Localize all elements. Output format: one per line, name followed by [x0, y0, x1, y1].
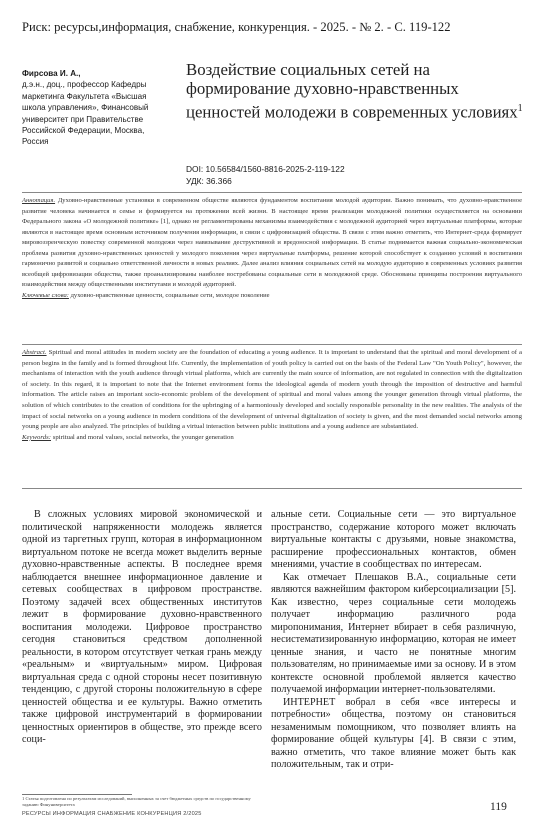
body-paragraph: В сложных условиях мировой экономической и политической напряженности молодежь является одной из таргетных групп, которая в информационном виртуальном потоке не всегда может выделить верные духовно-нравственные аспекты. В последнее время наблюдается внешнее информационное давление и сетевых сообществах в цифровом пространстве. Поэтому задачей всех общественных институтов лежит в формирование духовно-нравственного воспитания молодежи. Цифровое пространство сегодня становиться средством дополненной реальности, в котором отсутствует четкая грань между «реальным» и «виртуальным» миром. Цифровая виртуальная среда с одной стороны несет позитивную тенденцию, с другой стороны положительную в сфере ценностей общества и ее культуры. Важно отметить также цифровой инструментарий в формировании ценностных ориентиров в обществе, это прежде всего соци- — [22, 509, 262, 745]
abstract-ru-text: Духовно-нравственные установки в современном обществе являются фундаментом воспитания молодой аудитории. Важно понимать, что духовно-нравственное развитие человека начинается в семье и формируется на протяжении всей жизни. В настоящее время реализация молодежной политики осуществляется на основании Федерального закона «О молодежной политике» [1], однако не регламентированы механизмы взаимодействия с молодежной аудиторией через виртуальные платформы, которые являются в настоящее время основным источником получения информации, в связи с цифровизацией общества. В связи с этим важно отметить, что Интернет-среда формирует мировоззренческую повестку современной молодежи через навязывание деструктивной и вредоносной информации. В статье поднимается важная социально-экономическая проблема развития духовно-нравственных ценностей у молодого поколения через виртуальные платформы, решение которой способствует к созданию условий в воспитании гармонично развитой и социально ответственной личности в новых реалиях. Далее анализ влияния социальных сетей на молодую аудиторию в современных условиях развития всеобщей цифровизации общества, также проанализированы наиболее востребованы социальные сети в молодежной среде. Обоснованы принципы построения виртуального взаимодействия между общественными институтами и молодой аудиторией. — [22, 197, 522, 289]
keywords-en: spiritual and moral values, social networks, the younger generation — [51, 433, 234, 441]
title-footnote-mark: 1 — [517, 102, 523, 114]
abstract-en-label: Abstract. — [22, 349, 47, 356]
body-column-right — [271, 509, 516, 772]
keywords-en-label: Keywords: — [22, 433, 51, 441]
journal-footer: РЕСУРСЫ ИНФОРМАЦИЯ СНАБЖЕНИЕ КОНКУРЕНЦИЯ 2/2025 — [22, 811, 202, 817]
page-number: 119 — [490, 801, 507, 813]
abstract-ru-label: Аннотация. — [22, 197, 56, 204]
udc: УДК: 36.366 — [186, 176, 232, 186]
doi: DOI: 10.56584/1560-8816-2025-2-119-122 — [186, 164, 345, 174]
journal-citation-header: Риск: ресурсы,информация, снабжение, конкуренция. - 2025. - № 2. - С. 119-122 — [22, 20, 451, 34]
abstract-en — [22, 348, 522, 443]
author-affiliation: д.э.н., доц., профессор Кафедры маркетинга Факультета «Высшая школа управления», Финансовый университет при Правительстве Российской Федерации, Москва, Россия — [22, 80, 149, 147]
divider — [22, 192, 522, 193]
footnote-divider — [22, 794, 132, 795]
body-column-left — [22, 509, 262, 747]
article-identifiers — [186, 163, 345, 187]
body-paragraph: ИНТЕРНЕТ вобрал в себя «все интересы и потребности» общества, поэтому он становиться незаменимым помощником, что позволяет влиять на формирование общей культуры [4]. В связи с этим, важно отметить, что такое влияние может быть как положительным, так и отри- — [271, 696, 516, 770]
author-block — [22, 68, 172, 148]
abstract-en-text: Spiritual and moral attitudes in modern society are the foundation of educating a young audience. It is important to understand that the spiritual and moral development of a person begins in the family and is formed throughout life. Currently, the implementation of youth policy is carried out on the basis of the Federal Law "On Youth Policy", however, the mechanisms of interaction with the youth audience through virtual platforms, which are currently the main source of information, are not regulated in connection with the digitalization of society. In this regard, it is important to note that the Internet environment forms the ideological agenda of modern youth through the imposition of destructive and harmful information. The article raises an important socio-economic problem of the development of spiritual and moral values among the younger generation through virtual platforms, the solution of which contributes to the creation of conditions for the upbringing of a harmoniously developed and socially responsible personality in the new realities. The analysis of the impact of social networks on a young audience in modern conditions of the development of universal digitalization of society is given, and the most demanded social networks among young people are also analyzed. The principles of building a virtual interaction between public institutions and a young audience are substantiated. — [22, 349, 522, 431]
article-title — [186, 60, 526, 122]
body-paragraph: альные сети. Социальные сети — это виртуальное пространство, содержание которого может включать виртуальные контакты с друзьями, новые знакомства, расширение профессиональных контактов, обмен мнениями, участие в сообществах по интересам. — [271, 509, 516, 570]
body-paragraph: Как отмечает Плешаков В.А., социальные сети являются важнейшим фактором киберсоциализации [5]. Как известно, через социальные сети молодежь получает информацию различного рода миропонимания, Интернет вбирает в себя различную, несистематизированную информацию, которая не имеет ценные знания, и часто не понятные многим пользователям, но принимаемые ими за основу. И в этом контексте основной проблемой является качество получаемой информации интернет-пользователями. — [271, 571, 517, 695]
footnote: 1 Статья подготовлена по результатам исследований, выполненных за счет бюджетных средств по государственному заданию Финуниверситета — [22, 796, 251, 808]
article-title-text: Воздействие социальных сетей на формирование духовно-нравственных ценностей молодежи в современных условиях — [186, 60, 518, 122]
divider — [22, 344, 522, 345]
abstract-ru — [22, 196, 522, 301]
keywords-ru: духовно-нравственные ценности, социальные сети, молодое поколение — [68, 291, 270, 299]
divider — [22, 488, 522, 489]
author-name: Фирсова И. А., — [22, 69, 81, 78]
keywords-ru-label: Ключевые слова: — [22, 291, 69, 299]
